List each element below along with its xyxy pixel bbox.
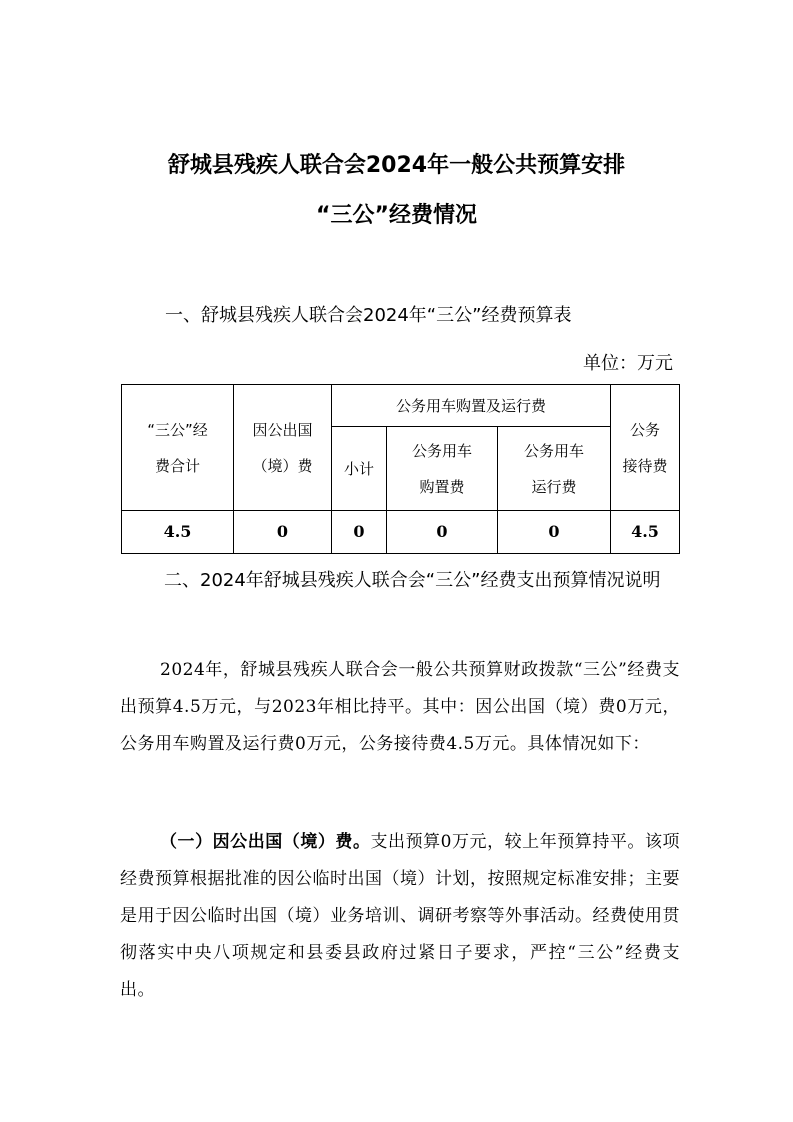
- header-purchase-line1: 公务用车: [411, 441, 472, 460]
- header-total-line1: “三公”经: [147, 420, 208, 439]
- header-operation-line1: 公务用车: [523, 441, 584, 460]
- paragraph-abroad: [120, 824, 680, 1009]
- paragraph-abroad-body: 支出预算0万元，较上年预算持平。该项经费预算根据批准的因公临时出国（境）计划，按照规定标准安排；主要是用于因公临时出国（境）业务培训、调研考察等外事活动。经费使用贯彻落实中央八项规定和县委县政府过紧日子要求，严控“三公”经费支出。: [120, 832, 680, 1000]
- value-subtotal: 0: [332, 511, 387, 554]
- unit-label: 单位：万元: [583, 353, 673, 374]
- value-purchase: 0: [387, 511, 498, 554]
- document-title-line1: 舒城县残疾人联合会2024年一般公共预算安排: [167, 153, 626, 178]
- header-abroad-line2: （境）费: [252, 456, 313, 475]
- document-title-line2: “三公”经费情况: [316, 203, 477, 228]
- header-vehicle-purchase: [387, 427, 498, 511]
- header-vehicle-group: 公务用车购置及运行费: [332, 385, 611, 427]
- header-reception-line1: 公务: [629, 420, 660, 439]
- header-abroad: [234, 385, 332, 511]
- header-reception: [611, 385, 680, 511]
- header-total-line2: 费合计: [154, 456, 200, 475]
- section1-heading: 一、舒城县残疾人联合会2024年“三公”经费预算表: [165, 305, 572, 326]
- header-operation-line2: 运行费: [531, 477, 577, 496]
- paragraph-abroad-lead: （一）因公出国（境）费。: [160, 832, 371, 852]
- header-reception-line2: 接待费: [622, 456, 668, 475]
- header-purchase-line2: 购置费: [419, 477, 465, 496]
- paragraph-summary: 2024年，舒城县残疾人联合会一般公共预算财政拨款“三公”经费支出预算4.5万元，与2023年相比持平。其中：因公出国（境）费0万元，公务用车购置及运行费0万元，公务接待费4.5万元。具体情况如下：: [120, 660, 680, 754]
- header-subtotal: 小计: [332, 427, 387, 511]
- value-reception: 4.5: [611, 511, 680, 554]
- header-total: [122, 385, 234, 511]
- value-abroad: 0: [234, 511, 332, 554]
- value-operation: 0: [498, 511, 611, 554]
- section2-heading: 二、2024年舒城县残疾人联合会“三公”经费支出预算情况说明: [164, 570, 661, 591]
- value-total: 4.5: [122, 511, 234, 554]
- budget-table: [121, 384, 680, 554]
- header-abroad-line1: 因公出国: [252, 420, 313, 439]
- header-vehicle-operation: [498, 427, 611, 511]
